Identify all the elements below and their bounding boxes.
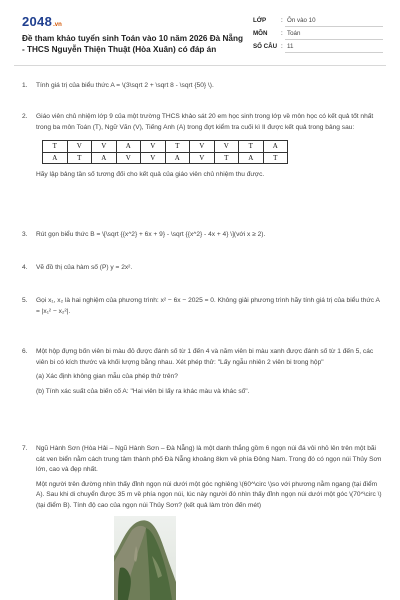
table-cell: V bbox=[141, 141, 166, 153]
table-row bbox=[43, 152, 288, 164]
question-text: Gọi x₁, x₂ là hai nghiệm của phương trình: x² − 6x − 2025 = 0. Không giải phương trình hãy tính giá trị của biểu thức A = |x₁² − x₂²|. bbox=[36, 297, 380, 315]
meta-key: LỚP bbox=[253, 17, 267, 24]
page-header bbox=[0, 0, 400, 64]
table-cell: T bbox=[263, 152, 288, 164]
table-cell: V bbox=[214, 141, 239, 153]
table-cell: V bbox=[190, 141, 215, 153]
table-cell: V bbox=[141, 152, 166, 164]
question-number: 5. bbox=[22, 297, 28, 304]
mountain-photo bbox=[114, 516, 176, 600]
question-5 bbox=[22, 296, 382, 321]
question-number: 6. bbox=[22, 348, 28, 355]
question-2 bbox=[22, 112, 382, 185]
question-text-continued: Một người trên đường nhìn thấy đỉnh ngọn núi dưới một góc nghiêng \(60^\circ \)so với phương nằm ngang (tại điểm A). Sau khi di chuyển được 35 m về phía ngọn núi, lúc này người đó nhìn thấy đỉnh ngọn núi dưới một góc \(70^\circ \) (tại điểm B). Tính độ cao của ngọn núi Thủy Sơn? (kết quả làm tròn đến mét) bbox=[36, 480, 382, 509]
table-cell: A bbox=[263, 141, 288, 153]
site-logo[interactable] bbox=[22, 14, 62, 29]
question-number: 1. bbox=[22, 82, 28, 89]
table-cell: A bbox=[239, 152, 264, 164]
meta-value: Ôn vào 10 bbox=[285, 14, 383, 27]
header-divider bbox=[14, 65, 386, 66]
question-text: Một hộp đựng bốn viên bi màu đỏ được đánh số từ 1 đến 4 và năm viên bi màu xanh được đánh số từ 1 đến 5, các viên bi có kích thước và khối lượng bằng nhau. Xét phép thử: "Lấy ngẫu nhiên 2 viên bi trong hộp" bbox=[36, 348, 374, 366]
meta-value: 11 bbox=[285, 40, 383, 53]
question-text: Giáo viên chủ nhiệm lớp 9 của một trường THCS khảo sát 20 em học sinh trong lớp về môn học có kết quả tốt nhất trong ba môn Toán (T), Ngữ Văn (V), Tiếng Anh (A) trong đợt kiểm tra cuối kì II được kết quả trong bảng sau: bbox=[36, 113, 374, 131]
table-cell: T bbox=[239, 141, 264, 153]
table-cell: A bbox=[165, 152, 190, 164]
meta-separator: : bbox=[281, 43, 283, 50]
question-number: 3. bbox=[22, 231, 28, 238]
question-instruction: Hãy lập bảng tần số tương đối cho kết quả của giáo viên chủ nhiệm thu được. bbox=[36, 171, 265, 178]
question-text: Vẽ đồ thị của hàm số (P) y = 2x². bbox=[36, 264, 133, 271]
question-part-b: (b) Tính xác suất của biến cố A: "Hai viên bi lấy ra khác màu và khác số". bbox=[36, 387, 250, 395]
logo-domain: .vn bbox=[53, 22, 62, 28]
table-cell: T bbox=[43, 141, 68, 153]
table-cell: V bbox=[92, 141, 117, 153]
document-meta bbox=[253, 14, 383, 53]
meta-separator: : bbox=[281, 17, 283, 24]
table-cell: V bbox=[116, 152, 141, 164]
meta-row-count bbox=[253, 40, 383, 53]
table-cell: A bbox=[116, 141, 141, 153]
question-3 bbox=[22, 230, 382, 245]
question-number: 2. bbox=[22, 113, 28, 120]
question-text: Rút gọn biểu thức B = \[\sqrt {{x^2} + 6x + 9} - \sqrt {{x^2} - 4x + 4} \](với x ≥ 2). bbox=[36, 231, 266, 238]
logo-text: 2048 bbox=[22, 14, 53, 29]
meta-key: MÔN bbox=[253, 30, 268, 37]
table-cell: T bbox=[165, 141, 190, 153]
table-cell: V bbox=[67, 141, 92, 153]
meta-value: Toán bbox=[285, 27, 383, 40]
table-row bbox=[43, 141, 288, 153]
question-number: 7. bbox=[22, 445, 28, 452]
question-4 bbox=[22, 263, 382, 278]
question-text: Tính giá trị của biểu thức A = \(3\sqrt 2 + \sqrt 8 - \sqrt {50} \). bbox=[36, 82, 214, 89]
table-cell: A bbox=[92, 152, 117, 164]
question-6 bbox=[22, 347, 382, 401]
table-cell: T bbox=[214, 152, 239, 164]
table-cell: V bbox=[190, 152, 215, 164]
meta-row-subject bbox=[253, 27, 383, 40]
meta-key: SỐ CÂU bbox=[253, 43, 278, 50]
mountain-image bbox=[114, 516, 176, 600]
question-part-a: (a) Xác định không gian mẫu của phép thử trên? bbox=[36, 373, 178, 380]
table-cell: A bbox=[43, 152, 68, 164]
question-number: 4. bbox=[22, 264, 28, 271]
table-cell: T bbox=[67, 152, 92, 164]
question-1 bbox=[22, 81, 382, 96]
results-table bbox=[42, 140, 288, 164]
meta-row-class bbox=[253, 14, 383, 27]
meta-separator: : bbox=[281, 30, 283, 37]
question-7 bbox=[22, 444, 382, 515]
document-title: Đề tham khảo tuyển sinh Toán vào 10 năm 2026 Đà Nẵng - THCS Nguyễn Thiện Thuật (Hòa Xuân) có đáp án bbox=[22, 34, 243, 54]
question-text: Ngũ Hành Sơn (Hòa Hải – Ngũ Hành Sơn – Đà Nẵng) là một danh thắng gồm 6 ngọn núi đá vôi nhỏ lên trên một bãi cát ven biển nằm cách trung tâm thành phố Đà Nẵng khoảng 8km về phía Đông Nam. Trong đó có ngọn núi Thủy Sơn lớn, cao và đẹp nhất. bbox=[36, 445, 382, 473]
